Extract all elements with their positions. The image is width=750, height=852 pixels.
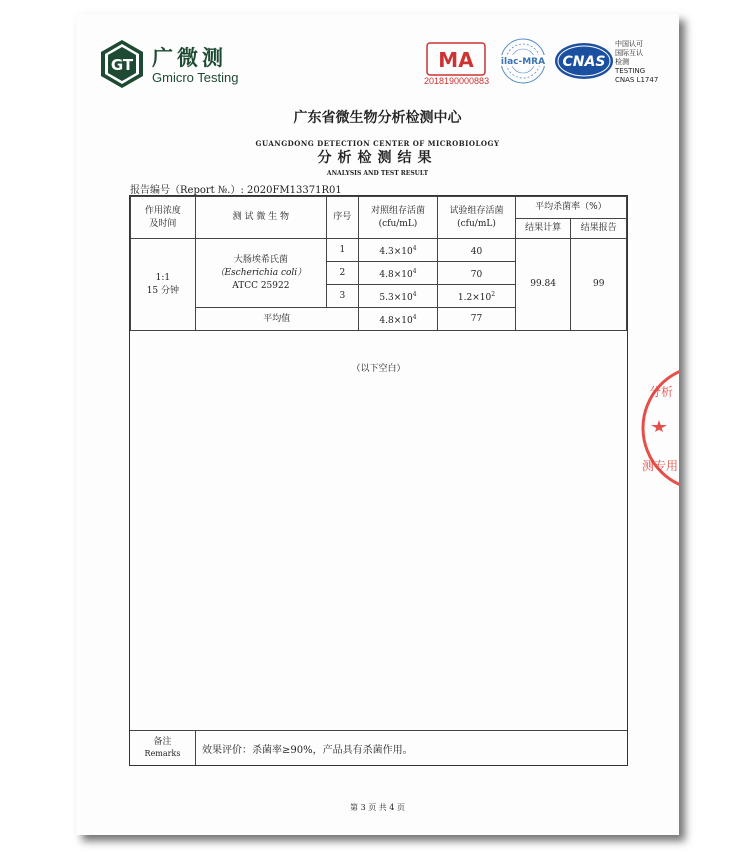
ilac-text: ilac-MRA (500, 57, 546, 67)
organism-cell: 大肠埃希氏菌 （Escherichia coli） ATCC 25922 (195, 239, 326, 308)
cma-number: 2018190000883 (424, 76, 490, 86)
header-rate: 平均杀菌率（%） (515, 197, 626, 219)
cnas-text: CNAS (562, 54, 606, 70)
header-calc: 结果计算 (515, 219, 571, 239)
header-test: 试验组存活菌 (cfu/mL) (438, 197, 516, 239)
header-report: 结果报告 (571, 219, 627, 239)
report-page (76, 14, 679, 835)
ilac-mra-icon (494, 36, 552, 86)
blank-note: （以下空白） (351, 364, 406, 374)
average-row: 平均值 $4.8\times 10^4$ 77 (131, 308, 627, 331)
header-seq: 序号 (326, 197, 358, 239)
table-row: 1:1 15 分钟 大肠埃希氏菌 （Escherichia coli） ATCC 25922 1 $4.3\times 10^4$ 40 99.84 99 (131, 239, 627, 262)
cma-mark-icon (426, 42, 486, 76)
rate-report-cell: 99 (571, 239, 627, 331)
header-concentration: 作用浓度及时间 (131, 197, 196, 239)
official-stamp-icon (639, 362, 679, 494)
result-title-en: ANALYSIS AND TEST RESULT (326, 170, 429, 177)
header-organism: 测 试 微 生 物 (195, 197, 326, 239)
svg-text:分析: 分析 (649, 385, 674, 399)
average-label: 平均值 (195, 308, 358, 331)
remarks-label: 备注 Remarks (130, 731, 196, 765)
concentration-cell: 1:1 15 分钟 (131, 239, 196, 331)
gmicro-logo-icon (100, 39, 144, 89)
cnas-logo-icon (554, 42, 614, 80)
header-control: 对照组存活菌 (cfu/mL) (358, 197, 438, 239)
table-row: 3 $5.3\times 10^4$ $1.2\times 10^2$ (131, 285, 627, 308)
brand-name-cn: 广微测 (152, 46, 227, 70)
svg-text:测专用: 测专用 (642, 459, 679, 473)
cnas-accreditation-text: 中国认可 国际互认 检测 TESTING CNAS L1747 (615, 40, 659, 84)
page-number: 第 3 页 共 4 页 (350, 803, 405, 812)
remarks-text: 效果评价：杀菌率≥90%，产品具有杀菌作用。 (202, 745, 413, 756)
report-number: 报告编号（Report №.）: 2020FM13371R01 (130, 185, 342, 196)
logo-text: GT (110, 56, 134, 74)
center-title: 广东省微生物分析检测中心 (293, 110, 462, 126)
brand-name-en: Gmicro Testing (152, 70, 239, 85)
center-title-en: GUANGDONG DETECTION CENTER OF MICROBIOLOGY (255, 139, 500, 148)
result-title: 分析检测结果 (317, 150, 438, 166)
ma-text: MA (438, 48, 474, 72)
remarks-row (130, 730, 627, 765)
rate-calc-cell: 99.84 (515, 239, 571, 331)
results-table (129, 195, 628, 766)
table-row: 2 $4.8\times 10^4$ 70 (131, 262, 627, 285)
